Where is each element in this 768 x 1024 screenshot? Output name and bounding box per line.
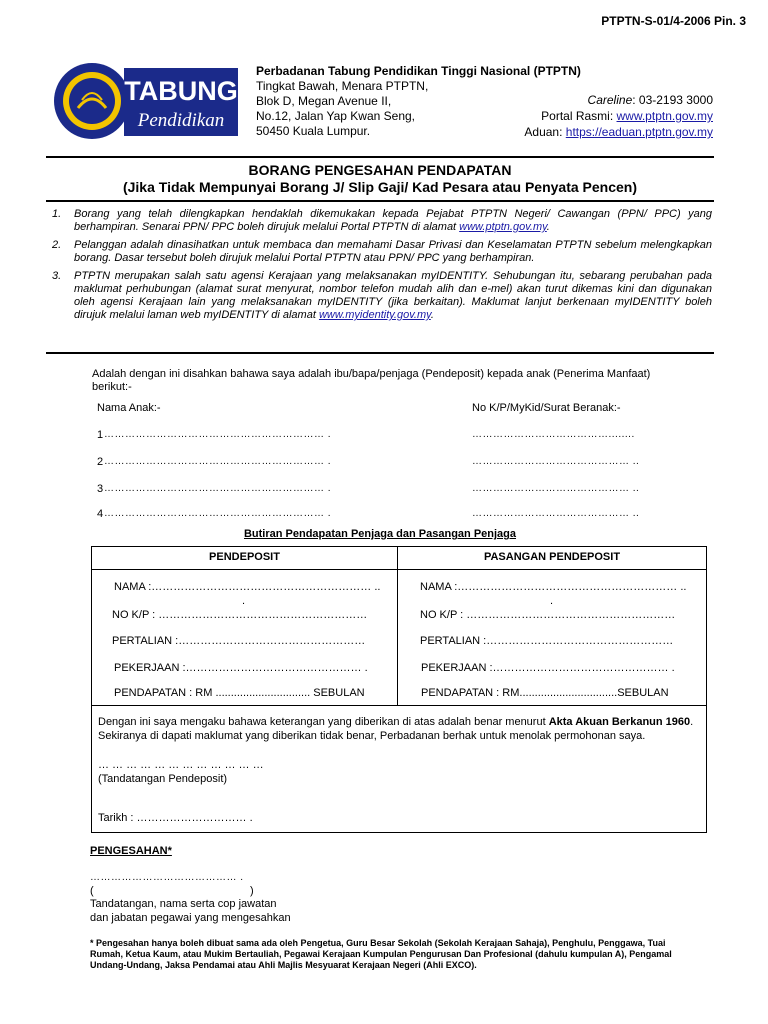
notes-list — [52, 208, 712, 327]
form-title-sub: (Jika Tidak Mempunyai Borang J/ Slip Gaji/ Kad Pesara atau Penyata Pencen) — [122, 179, 638, 195]
divider — [46, 156, 714, 158]
note-link[interactable]: www.myidentity.gov.my — [318, 309, 431, 321]
pengesahan-signature-line[interactable]: …………………………………… . — [90, 872, 244, 883]
pasangan-pekerjaan-field[interactable]: PEKERJAAN :………………………………………… . — [421, 662, 675, 674]
contact-block — [524, 92, 713, 140]
signature-label: (Tandatangan Pendeposit) — [98, 773, 228, 785]
note-text: Pelanggan adalah dinasihatkan untuk membaca dan memahami Dasar Privasi dan Keselamatan PTPTN sebelum melengkapkan borang. Dasar tersebut boleh dirujuk melalui Portal PTPTN atau PPN/ PPC yang berhampiran. — [74, 239, 712, 264]
logo-text-tabung: TABUNG — [124, 76, 238, 106]
child-id-label: No K/P/MyKid/Surat Beranak:- — [472, 402, 621, 414]
declaration-intro: Adalah dengan ini disahkan bahawa saya adalah ibu/bapa/penjaga (Pendeposit) kepada anak (Penerima Manfaat) berikut:- — [92, 368, 651, 393]
organisation-name: Perbadanan Tabung Pendidikan Tinggi Nasional (PTPTN) — [256, 64, 581, 78]
pendeposit-pekerjaan-field[interactable]: PEKERJAAN :………………………………………… . — [114, 662, 368, 674]
address-line: 50450 Kuala Lumpur. — [256, 124, 371, 138]
note-text: PTPTN merupakan salah satu agensi Kerajaan yang melaksanakan myIDENTITY. Sehubungan itu, sebarang perubahan pada maklumat perhubungan (alamat surat menyurat, nombor telefon mudah alih dan e-mel) akan turut dikemas kini dan digunakan oleh agensi Kerajaan lain yang melaksanakan myIDENTITY (jika berkaitan). Maklumat lanjut berkenaan myIDENTITY boleh dirujuk melalui laman web myIDENTITY di alamat www.myidentity.gov.my. — [74, 270, 712, 321]
note-item — [52, 270, 712, 322]
child-id-field[interactable]: ……………………………………… .. — [472, 456, 640, 467]
pasangan-pertalian-field[interactable]: PERTALIAN :…………………………………………… — [420, 635, 674, 647]
aduan-label: Aduan: — [524, 125, 566, 139]
divider — [46, 352, 714, 354]
note-number: 1. — [52, 208, 62, 220]
act-reference: Akta Akuan Berkanun 1960 — [548, 716, 691, 728]
child-row-number: 1 — [97, 429, 104, 441]
careline-value: : 03-2193 3000 — [632, 93, 713, 107]
divider — [46, 200, 714, 202]
portal-link[interactable]: www.ptptn.gov.my — [616, 109, 713, 123]
aduan-link[interactable]: https://eaduan.ptptn.gov.my — [565, 125, 713, 139]
note-text: Borang yang telah dilengkapkan hendaklah dikemukakan kepada Pejabat PTPTN Negeri/ Cawangan (PPN/ PPC) yang berhampiran. Senarai PPN/ PPC boleh dirujuk melalui Portal PTPTN di alamat www.ptptn.gov.my. — [74, 208, 712, 233]
child-name-field[interactable]: ……………………………………………………… . — [104, 508, 332, 519]
note-link[interactable]: www.ptptn.gov.my — [459, 221, 547, 233]
pengesahan-label-line2: dan jabatan pegawai yang mengesahkan — [90, 912, 291, 924]
note-item — [52, 208, 712, 234]
bracket-open: ( — [90, 885, 94, 897]
column-divider — [397, 547, 398, 705]
note-number: 3. — [52, 270, 62, 282]
signature-line[interactable]: … … … … … … … … … … … … — [98, 759, 264, 771]
child-name-field[interactable]: ……………………………………………………… . — [104, 483, 332, 494]
row-divider — [92, 705, 706, 706]
pasangan-nokp-field[interactable]: NO K/P : ………………………………………………… — [420, 609, 676, 621]
pasangan-pendapatan-field[interactable]: PENDAPATAN : RM................................SEBULAN — [421, 687, 669, 699]
pendeposit-nokp-field[interactable]: NO K/P : ………………………………………………… — [112, 609, 368, 621]
pasangan-nama-field[interactable]: NAMA :…………………………………………………… .. — [420, 581, 687, 593]
child-id-field[interactable]: ……………………………………… .. — [472, 483, 640, 494]
pendeposit-nama-continuation: . — [242, 595, 246, 607]
pasangan-nama-continuation: . — [550, 595, 554, 607]
income-section-heading: Butiran Pendapatan Penjaga dan Pasangan Penjaga — [243, 528, 517, 540]
logo-text-pendidikan: Pendidikan — [137, 110, 225, 131]
ptptn-logo — [52, 60, 240, 142]
child-name-field[interactable]: ……………………………………………………… . — [104, 429, 332, 440]
pendeposit-pertalian-field[interactable]: PERTALIAN :…………………………………………… — [112, 635, 366, 647]
note-number: 2. — [52, 239, 62, 251]
pendeposit-nama-field[interactable]: NAMA :…………………………………………………… .. — [114, 581, 381, 593]
form-title-main: BORANG PENGESAHAN PENDAPATAN — [248, 162, 512, 178]
child-row-number: 2 — [97, 456, 104, 468]
pendeposit-pendapatan-field[interactable]: PENDAPATAN : RM ............................... SEBULAN — [114, 687, 365, 699]
child-row-number: 3 — [97, 483, 104, 495]
child-id-field[interactable]: ……………………………………… .. — [472, 508, 640, 519]
address-line: No.12, Jalan Yap Kwan Seng, — [256, 109, 415, 123]
address-line: Blok D, Megan Avenue II, — [256, 94, 392, 108]
child-row-number: 4 — [97, 508, 104, 520]
note-item — [52, 239, 712, 265]
portal-label: Portal Rasmi: — [541, 109, 617, 123]
address-line: Tingkat Bawah, Menara PTPTN, — [256, 79, 429, 93]
document-number: PTPTN-S-01/4-2006 Pin. 3 — [601, 14, 746, 28]
pengesahan-label-line1: Tandatangan, nama serta cop jawatan — [90, 898, 277, 910]
statutory-declaration: Dengan ini saya mengaku bahawa keterangan yang diberikan di atas adalah benar menurut Akta Akuan Berkanun 1960. Sekiranya di dapati maklumat yang diberikan tidak benar, Perbadanan berhak untuk menolak permohonan saya. — [98, 716, 694, 742]
column-header-pendeposit: PENDEPOSIT — [209, 551, 280, 563]
child-name-field[interactable]: ……………………………………………………… . — [104, 456, 332, 467]
child-id-field[interactable]: …………………………………........ — [472, 429, 635, 440]
bracket-close: ) — [250, 885, 254, 897]
pengesahan-heading: PENGESAHAN* — [90, 845, 172, 857]
careline-label: Careline — [587, 93, 633, 107]
date-field[interactable]: Tarikh : ………………………… . — [98, 812, 253, 824]
form-title — [46, 162, 714, 196]
footnote: * Pengesahan hanya boleh dibuat sama ada oleh Pengetua, Guru Besar Sekolah (Sekolah Kerajaan Sahaja), Penghulu, Penggawa, Tuai Rumah, Ketua Kaum, atau Mukim Bertauliah, Pegawai Kerajaan Kumpulan Pengurusan Dan Profesional (dahulu kumpulan A), Pengamal Undang-Undang, Jaksa Pendamai atau Ahli Majlis Mesyuarat Kerajaan Negeri (Ahli EXCO). — [90, 938, 672, 970]
income-table — [91, 546, 707, 833]
child-name-label: Nama Anak:- — [97, 402, 161, 414]
column-header-pasangan: PASANGAN PENDEPOSIT — [483, 551, 621, 563]
